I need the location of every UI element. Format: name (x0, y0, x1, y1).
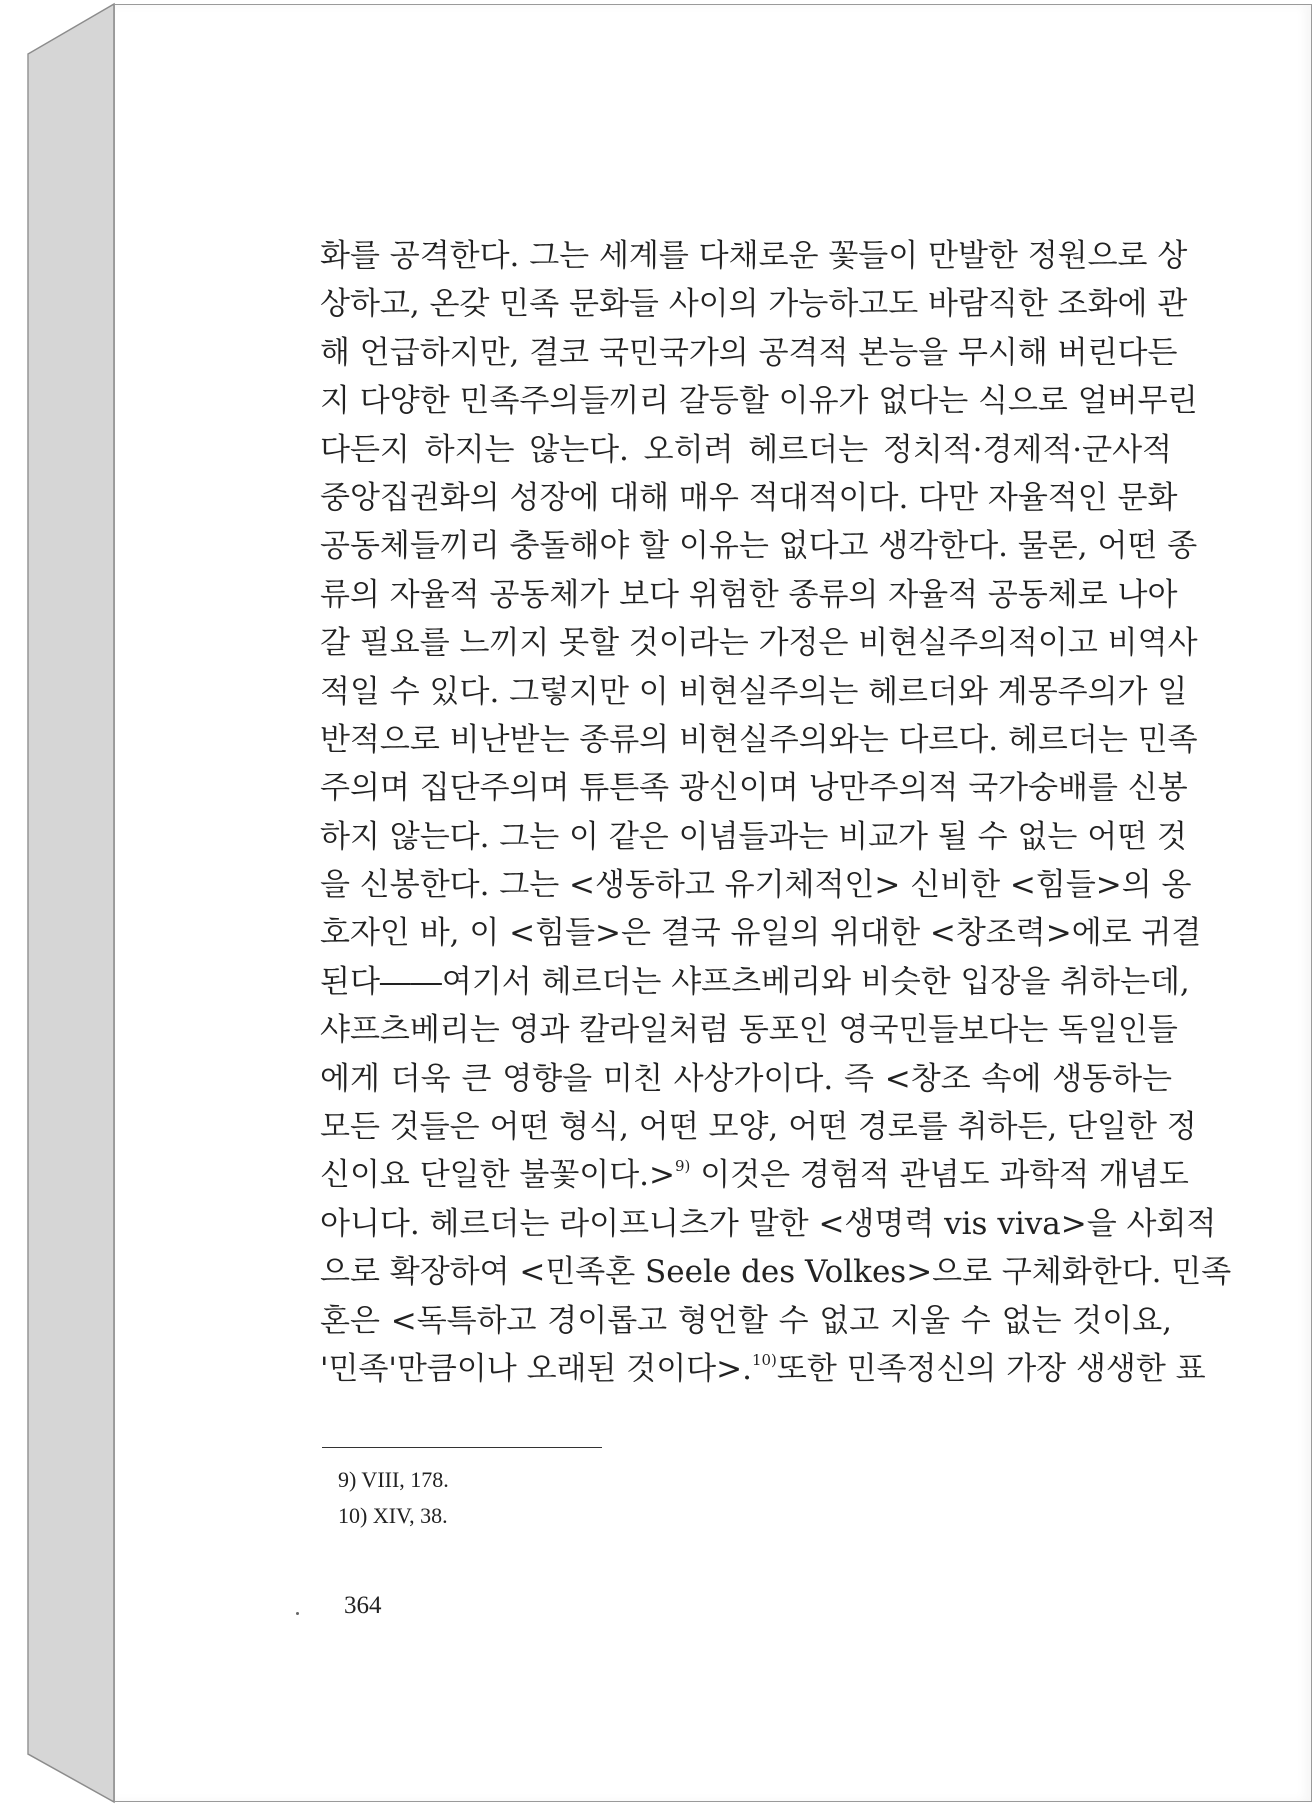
text-line: 샤프츠베리는 영과 칼라일처럼 동포인 영국민들보다는 독일인들 (320, 1012, 1178, 1049)
text-line: 주의며 집단주의며 튜튼족 광신이며 낭만주의적 국가숭배를 신봉 (320, 770, 1188, 807)
text-line: 중앙집권화의 성장에 대해 매우 적대적이다. 다만 자율적인 문화 (320, 479, 1178, 516)
text-line: 아니다. 헤르더는 라이프니츠가 말한 <생명력 vis viva>을 사회적 (320, 1205, 1217, 1242)
text-line-with-footnote (320, 1345, 1206, 1393)
text-line: 반적으로 비난받는 종류의 비현실주의와는 다르다. 헤르더는 민족 (320, 721, 1198, 758)
footnote-ref-10[interactable]: 10) (751, 1350, 777, 1369)
text-line: 공동체들끼리 충돌해야 할 이유는 없다고 생각한다. 물론, 어떤 종 (320, 528, 1198, 565)
page-body-text (320, 232, 1232, 1393)
text-line: 하지 않는다. 그는 이 같은 이념들과는 비교가 될 수 없는 어떤 것 (320, 818, 1187, 855)
page-number: 364 (344, 1592, 382, 1619)
text-line: 된다――여기서 헤르더는 샤프츠베리와 비슷한 입장을 취하는데, (320, 963, 1190, 1000)
text-line: 에게 더욱 큰 영향을 미친 사상가이다. 즉 <창조 속에 생동하는 (320, 1060, 1172, 1097)
footnote-9: 9) VIII, 178. (338, 1467, 449, 1492)
text-line: 을 신봉한다. 그는 <생동하고 유기체적인> 신비한 <힘들>의 옹 (320, 867, 1192, 904)
footnote-10: 10) XIV, 38. (338, 1503, 448, 1528)
scan-speck (296, 1612, 299, 1615)
text-line: 류의 자율적 공동체가 보다 위험한 종류의 자율적 공동체로 나아 (320, 576, 1178, 613)
footnotes (338, 1462, 449, 1534)
text-line-with-footnote (320, 1151, 1189, 1199)
text-segment: 이것은 경험적 관념도 과학적 개념도 (690, 1157, 1189, 1194)
text-line: 호자인 바, 이 <힘들>은 결국 유일의 위대한 <창조력>에로 귀결 (320, 915, 1202, 952)
text-line: 갈 필요를 느끼지 못할 것이라는 가정은 비현실주의적이고 비역사 (320, 625, 1198, 662)
footnote-divider (322, 1447, 602, 1448)
text-line: 으로 확장하여 <민족혼 Seele des Volkes>으로 구체화한다. 민족 (320, 1254, 1232, 1291)
text-line: 적일 수 있다. 그렇지만 이 비현실주의는 헤르더와 계몽주의가 일 (320, 673, 1188, 710)
text-line: 다든지 하지는 않는다. 오히려 헤르더는 정치적·경제적·군사적 (320, 431, 1172, 468)
text-line: 상하고, 온갖 민족 문화들 사이의 가능하고도 바람직한 조화에 관 (320, 286, 1188, 323)
text-segment: 신이요 단일한 불꽃이다.> (320, 1157, 675, 1194)
text-line: 해 언급하지만, 결코 국민국가의 공격적 본능을 무시해 버린다든 (320, 334, 1178, 371)
text-line: 모든 것들은 어떤 형식, 어떤 모양, 어떤 경로를 취하든, 단일한 정 (320, 1109, 1197, 1146)
text-line: 지 다양한 민족주의들끼리 갈등할 이유가 없다는 식으로 얼버무린 (320, 383, 1198, 420)
text-segment: 또한 민족정신의 가장 생생한 표 (776, 1350, 1206, 1387)
text-line: 혼은 <독특하고 경이롭고 형언할 수 없고 지울 수 없는 것이요, (320, 1302, 1172, 1339)
text-segment: '민족'만큼이나 오래된 것이다>. (320, 1350, 752, 1387)
footnote-ref-9[interactable]: 9) (675, 1157, 691, 1176)
text-line: 화를 공격한다. 그는 세계를 다채로운 꽃들이 만발한 정원으로 상 (320, 238, 1188, 274)
